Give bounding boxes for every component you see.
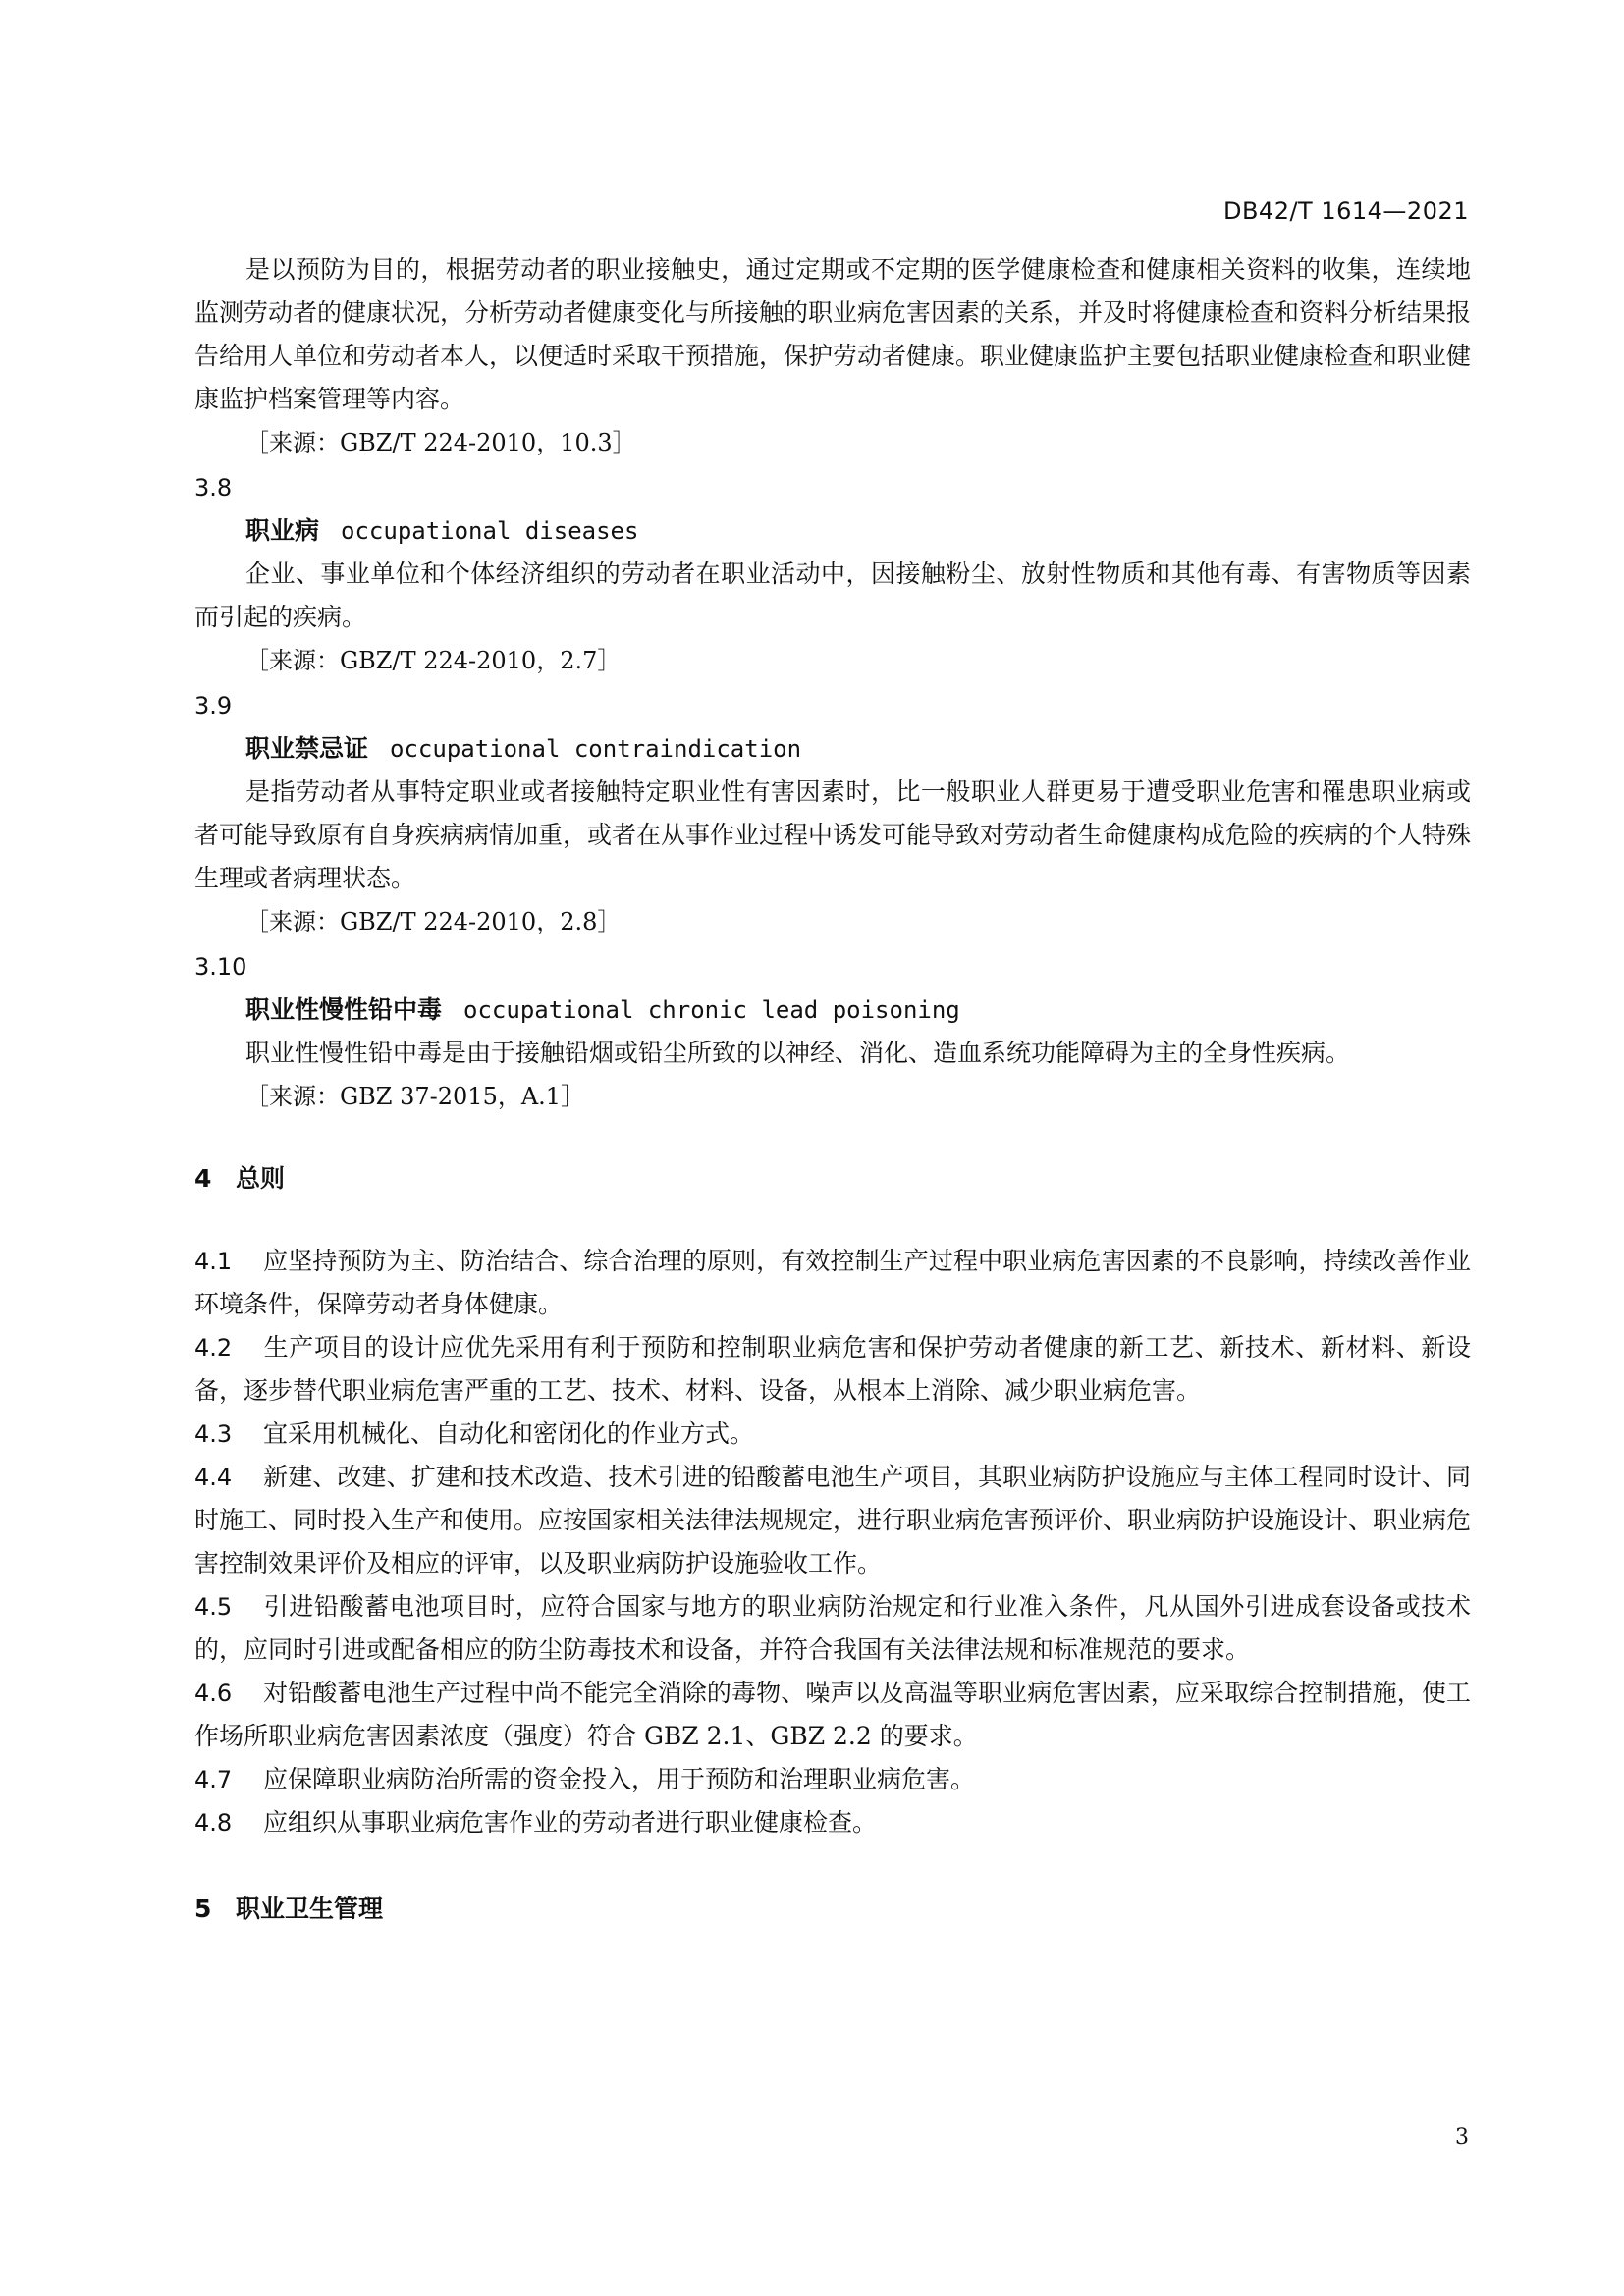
section-title: 总则 [236, 1164, 286, 1193]
section-number: 5 [194, 1895, 212, 1923]
clause-4-1 [194, 1240, 1471, 1326]
section-title: 职业卫生管理 [236, 1895, 384, 1923]
section-heading-4 [194, 1157, 1471, 1201]
term-number: 3.9 [194, 692, 233, 720]
term-entry [194, 945, 1471, 1118]
term-name-zh: 职业性慢性铅中毒 [245, 995, 443, 1024]
intro-paragraph: 是以预防为目的，根据劳动者的职业接触史，通过定期或不定期的医学健康检查和健康相关资料的收集，连续地监测劳动者的健康状况，分析劳动者健康变化与所接触的职业病危害因素的关系，并及时将健康检查和资料分析结果报告给用人单位和劳动者本人，以便适时采取干预措施，保护劳动者健康。职业健康监护主要包括职业健康检查和职业健康监护档案管理等内容。 [194, 255, 1472, 413]
clause-4-8 [194, 1801, 1471, 1844]
clause-number: 4.8 [194, 1809, 233, 1837]
term-number: 3.10 [194, 953, 247, 981]
term-number: 3.8 [194, 474, 233, 502]
clause-text: 生产项目的设计应优先采用有利于预防和控制职业病危害和保护劳动者健康的新工艺、新技术、新材料、新设备，逐步替代职业病危害严重的工艺、技术、材料、设备，从根本上消除、减少职业病危害。 [194, 1333, 1471, 1405]
intro-source: ［来源：GBZ/T 224-2010，10.3］ [245, 429, 636, 456]
section-heading-5 [194, 1888, 1471, 1931]
clause-text: 应保障职业病防治所需的资金投入，用于预防和治理职业病危害。 [263, 1765, 976, 1793]
term-name-zh: 职业病 [245, 516, 320, 545]
document-code: DB42/T 1614—2021 [1222, 197, 1469, 225]
clause-number: 4.7 [194, 1766, 233, 1793]
clause-number: 4.1 [194, 1248, 233, 1275]
clause-4-3 [194, 1413, 1471, 1456]
clause-text: 新建、改建、扩建和技术改造、技术引进的铅酸蓄电池生产项目，其职业病防护设施应与主体工程同时设计、同时施工、同时投入生产和使用。应按国家相关法律法规规定，进行职业病危害预评价、职业病防护设施设计、职业病危害控制效果评价及相应的评审，以及职业病防护设施验收工作。 [194, 1463, 1472, 1577]
clause-text: 对铅酸蓄电池生产过程中尚不能完全消除的毒物、噪声以及高温等职业病危害因素，应采取综合控制措施，使工作场所职业病危害因素浓度（强度）符合 GBZ 2.1、GBZ 2.2 的要求。 [194, 1679, 1471, 1750]
term-title [194, 509, 1471, 553]
clause-number: 4.2 [194, 1334, 233, 1362]
term-source: ［来源：GBZ/T 224-2010，2.8］ [245, 908, 622, 935]
page-number: 3 [1455, 2125, 1469, 2150]
clause-4-7 [194, 1758, 1471, 1801]
clause-text: 应组织从事职业病危害作业的劳动者进行职业健康检查。 [263, 1808, 878, 1837]
term-definition: 是指劳动者从事特定职业或者接触特定职业性有害因素时，比一般职业人群更易于遭受职业危害和罹患职业病或者可能导致原有自身疾病病情加重，或者在从事作业过程中诱发可能导致对劳动者生命健康构成危险的疾病的个人特殊生理或者病理状态。 [194, 777, 1472, 892]
clause-number: 4.6 [194, 1680, 233, 1707]
clause-number: 4.4 [194, 1464, 233, 1491]
clause-4-4 [194, 1456, 1471, 1585]
term-name-en: occupational chronic lead poisoning [463, 996, 960, 1024]
clause-4-6 [194, 1672, 1471, 1758]
term-source: ［来源：GBZ 37-2015，A.1］ [245, 1083, 585, 1110]
term-definition: 企业、事业单位和个体经济组织的劳动者在职业活动中，因接触粉尘、放射性物质和其他有毒、有害物质等因素而引起的疾病。 [194, 560, 1471, 631]
clause-4-5 [194, 1585, 1471, 1672]
term-name-zh: 职业禁忌证 [245, 734, 369, 763]
term-name-en: occupational diseases [341, 517, 639, 545]
section-4-clauses [194, 1240, 1471, 1844]
clause-text: 引进铅酸蓄电池项目时，应符合国家与地方的职业病防治规定和行业准入条件，凡从国外引进成套设备或技术的，应同时引进或配备相应的防尘防毒技术和设备，并符合我国有关法律法规和标准规范的要求。 [194, 1592, 1471, 1664]
term-name-en: occupational contraindication [390, 735, 802, 763]
document-body [194, 248, 1471, 1931]
term-title [194, 988, 1471, 1032]
clause-text: 应坚持预防为主、防治结合、综合治理的原则，有效控制生产过程中职业病危害因素的不良影响，持续改善作业环境条件，保障劳动者身体健康。 [194, 1247, 1471, 1318]
term-source: ［来源：GBZ/T 224-2010，2.7］ [245, 647, 622, 674]
section-number: 4 [194, 1164, 212, 1193]
term-entry [194, 466, 1471, 682]
clause-text: 宜采用机械化、自动化和密闭化的作业方式。 [263, 1419, 755, 1448]
clause-number: 4.5 [194, 1593, 233, 1621]
clause-4-2 [194, 1326, 1471, 1413]
term-title [194, 727, 1471, 771]
term-definition: 职业性慢性铅中毒是由于接触铅烟或铅尘所致的以神经、消化、造血系统功能障碍为主的全身性疾病。 [245, 1039, 1351, 1067]
term-entry [194, 684, 1471, 943]
clause-number: 4.3 [194, 1420, 233, 1448]
